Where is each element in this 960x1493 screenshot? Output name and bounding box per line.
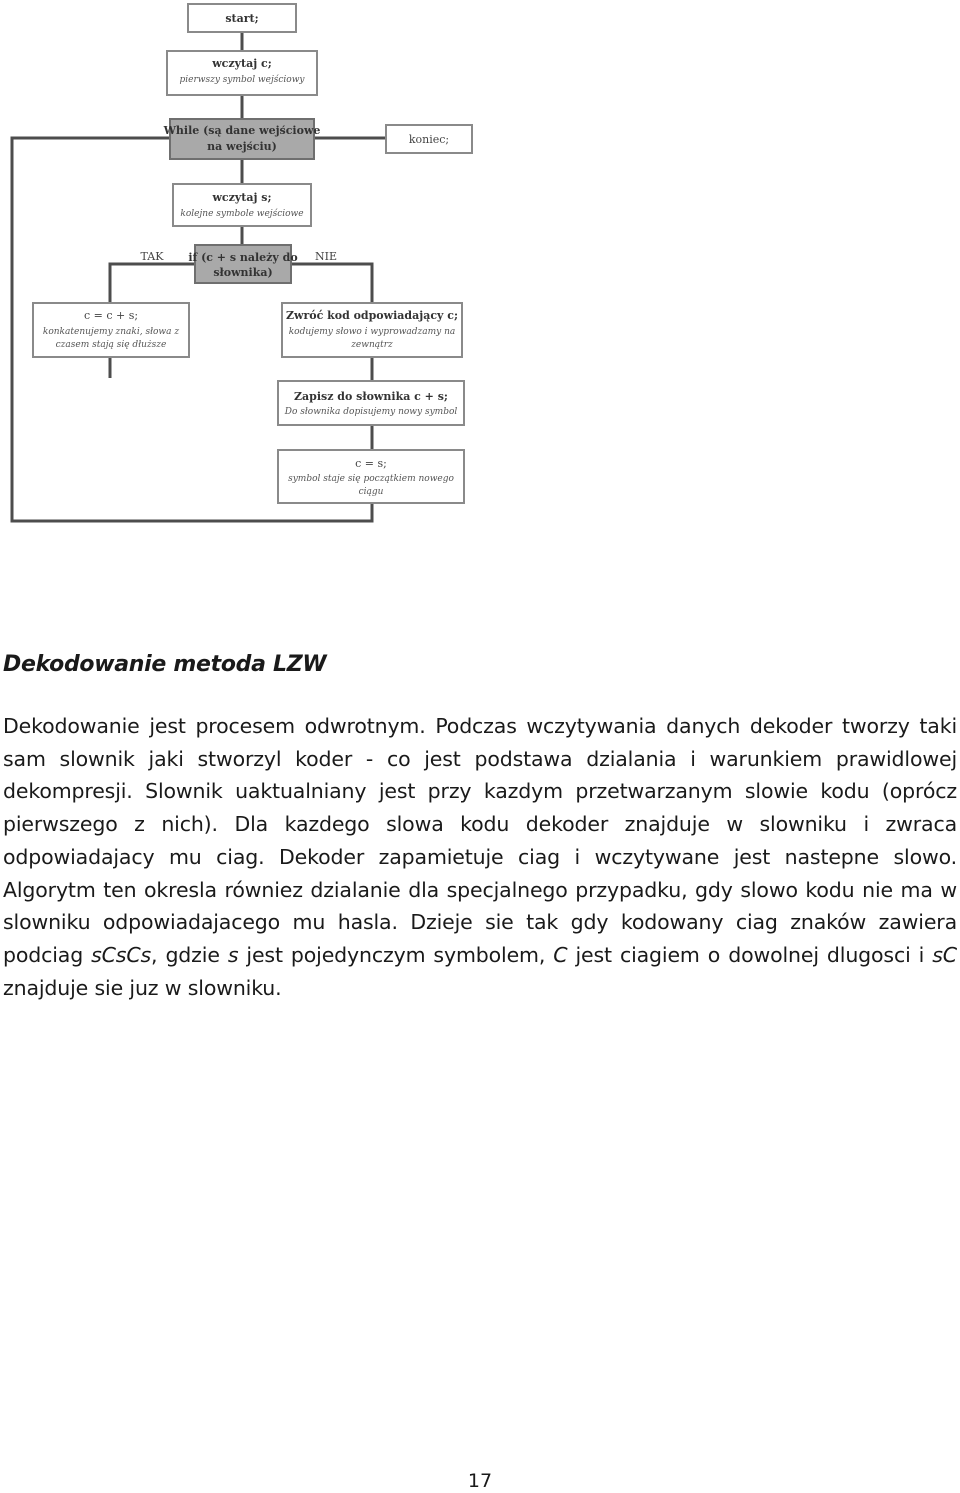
body-paragraph	[3, 710, 957, 1004]
assign-note2: ciągu	[358, 487, 384, 497]
end-text: koniec;	[408, 133, 450, 146]
concat-note2: czasem stają się dłuższe	[55, 340, 167, 350]
save-node	[278, 381, 464, 425]
page-number: 17	[467, 1470, 493, 1492]
start-text: start;	[225, 12, 259, 25]
paragraph-text-4: jest ciagiem o dowolnej dlugosci i	[567, 942, 933, 967]
no-label: NIE	[315, 250, 337, 263]
save-note: Do słownika dopisujemy nowy symbol	[284, 407, 458, 417]
assign-note1: symbol staje się początkiem nowego	[288, 474, 454, 484]
end-node	[386, 125, 472, 153]
assign-title: c = s;	[355, 457, 387, 470]
read-s-node	[173, 184, 311, 226]
symbol-c: C	[553, 942, 568, 967]
emit-title: Zwróć kod odpowiadający c;	[285, 309, 459, 322]
concat-title: c = c + s;	[83, 309, 139, 322]
emit-node	[282, 303, 462, 357]
emit-note1: kodujemy słowo i wyprowadzamy na	[288, 327, 456, 337]
emit-note2: zewnątrz	[351, 340, 393, 350]
while-line2: na wejściu)	[207, 140, 277, 153]
paragraph-text-2: , gdzie	[151, 942, 228, 967]
section-heading: Dekodowanie metoda LZW	[3, 652, 327, 677]
symbol-s: s	[227, 942, 239, 967]
read-c-note: pierwszy symbol wejściowy	[179, 75, 305, 85]
read-s-note: kolejne symbole wejściowe	[180, 209, 304, 219]
save-title: Zapisz do słownika c + s;	[294, 390, 448, 403]
if-line1: if (c + s należy do	[188, 251, 298, 264]
while-line1: While (są dane wejściowe	[163, 124, 321, 137]
read-c-title: wczytaj c;	[212, 57, 272, 70]
symbol-sc: sC	[932, 942, 957, 967]
symbol-scscs: sCsCs	[91, 942, 152, 967]
concat-note1: konkatenujemy znaki, słowa z	[42, 327, 180, 337]
if-node	[188, 245, 297, 283]
paragraph-text-5: znajduje sie juz w slowniku.	[3, 975, 282, 1000]
paragraph-text-3: jest pojedynczym symbolem,	[238, 942, 554, 967]
read-c-node	[167, 51, 317, 95]
while-node	[163, 119, 321, 159]
concat-node	[33, 303, 189, 357]
paragraph-text-1: Dekodowanie jest procesem odwrotnym. Podczas wczytywania danych dekoder tworzy taki sam slownik jaki stworzyl koder - co jest podstawa dzialania i warunkiem prawidlowej dekompresji. Slownik uaktualniany jest przy kazdym przetwarzanym slowie kodu (oprócz pierwszego z nich). Dla kazdego slowa kodu dekoder znajduje w slowniku i zwraca odpowiadajacy mu ciag. Dekoder zapamietuje ciag i wczytywane jest nastepne slowo. Algorytm ten okresla równiez dzialanie dla specjalnego przypadku, gdy slowo kodu nie ma w slowniku odpowiadajacego mu hasla. Dzieje sie tak gdy kodowany ciag znaków zawiera podciag	[3, 714, 957, 967]
read-s-title: wczytaj s;	[212, 191, 272, 204]
if-line2: słownika)	[213, 266, 273, 279]
assign-node	[278, 450, 464, 503]
lzw-flowchart	[0, 0, 960, 560]
start-node	[188, 4, 296, 32]
yes-label: TAK	[140, 250, 164, 263]
